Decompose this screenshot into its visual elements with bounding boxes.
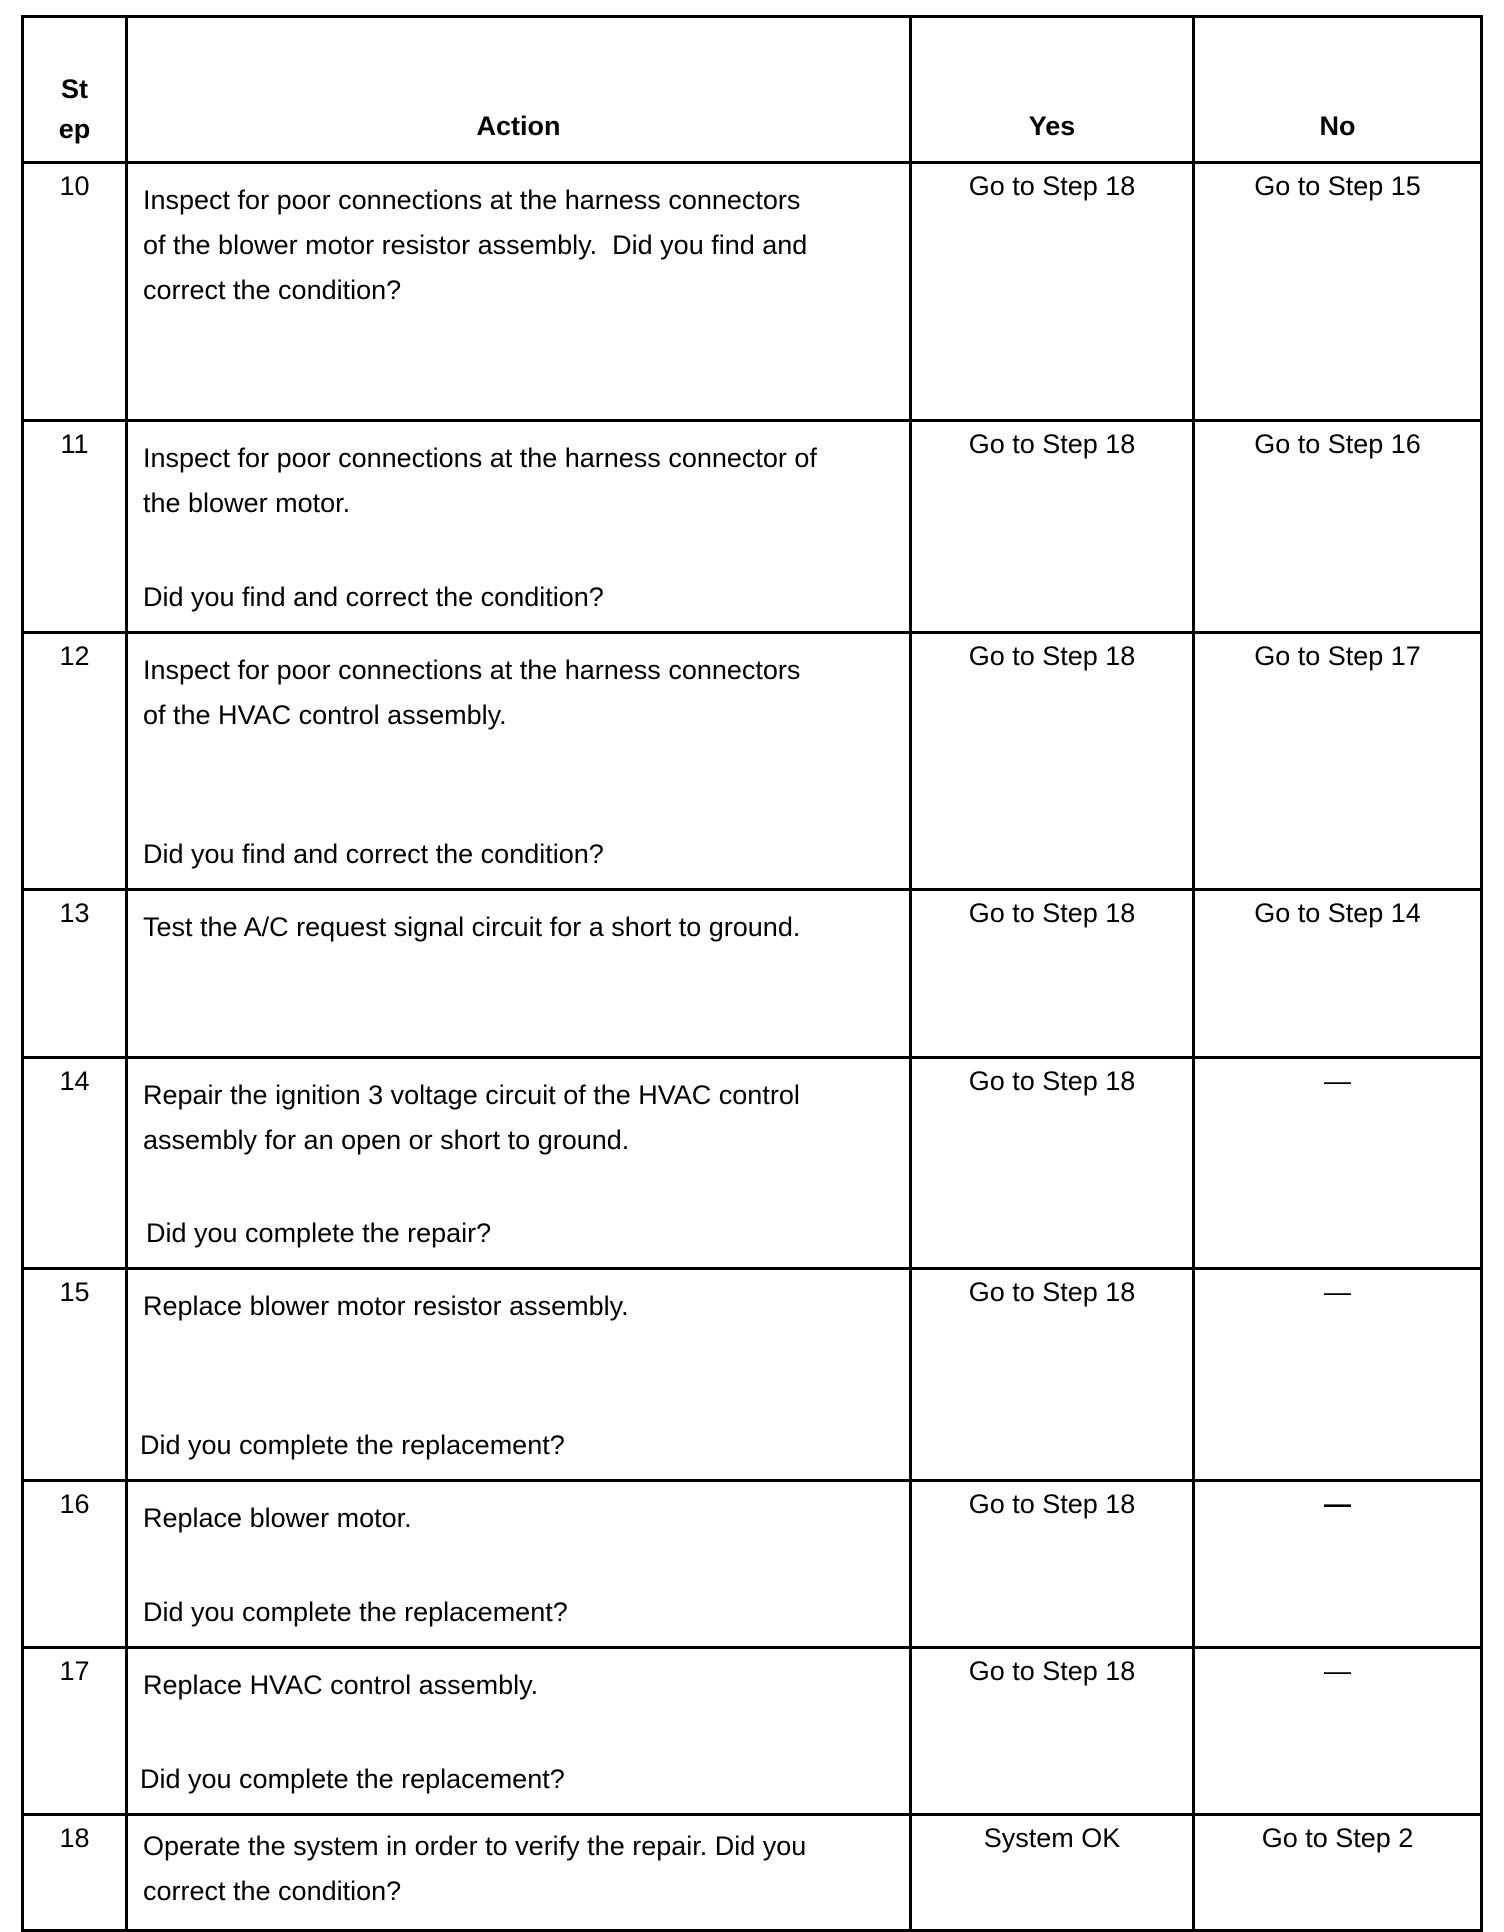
action-question: Did you find and correct the condition? xyxy=(143,839,604,869)
no-result: — xyxy=(1194,1648,1482,1815)
action-text: Replace blower motor. xyxy=(143,1503,412,1533)
yes-result: Go to Step 18 xyxy=(911,1481,1194,1648)
table-row xyxy=(23,1481,1482,1648)
no-result: — xyxy=(1194,1058,1482,1269)
table-row xyxy=(23,1058,1482,1269)
action-cell xyxy=(127,890,911,1058)
action-text: Inspect for poor connections at the harness connector of the blower motor. xyxy=(143,443,817,518)
yes-result: Go to Step 18 xyxy=(911,1058,1194,1269)
step-number: 13 xyxy=(23,890,127,1058)
table-row xyxy=(23,633,1482,890)
yes-result: Go to Step 18 xyxy=(911,890,1194,1058)
action-text: Replace blower motor resistor assembly. xyxy=(143,1291,629,1321)
no-result: Go to Step 17 xyxy=(1194,633,1482,890)
table-row xyxy=(23,163,1482,421)
action-cell xyxy=(127,1815,911,1931)
header-step xyxy=(23,17,127,163)
table-row xyxy=(23,1648,1482,1815)
no-result: Go to Step 2 xyxy=(1194,1815,1482,1931)
table-row xyxy=(23,890,1482,1058)
yes-result: Go to Step 18 xyxy=(911,633,1194,890)
action-cell xyxy=(127,163,911,421)
action-cell xyxy=(127,1269,911,1481)
table-row xyxy=(23,421,1482,633)
no-result: Go to Step 16 xyxy=(1194,421,1482,633)
step-number: 16 xyxy=(23,1481,127,1648)
action-question: Did you complete the replacement? xyxy=(143,1597,568,1627)
no-result: — xyxy=(1194,1269,1482,1481)
diagnostic-table xyxy=(21,15,1483,1932)
header-yes: Yes xyxy=(911,17,1194,163)
no-result: Go to Step 14 xyxy=(1194,890,1482,1058)
action-text: Repair the ignition 3 voltage circuit of the HVAC control assembly for an open or short to ground. xyxy=(143,1080,800,1155)
yes-result: Go to Step 18 xyxy=(911,1648,1194,1815)
table-row xyxy=(23,1269,1482,1481)
header-step-line2: ep xyxy=(58,114,91,144)
header-action: Action xyxy=(127,17,911,163)
action-text: Operate the system in order to verify the repair. Did you correct the condition? xyxy=(143,1831,807,1906)
no-result: — xyxy=(1194,1481,1482,1648)
step-number: 10 xyxy=(23,163,127,421)
step-number: 12 xyxy=(23,633,127,890)
action-cell xyxy=(127,421,911,633)
step-number: 15 xyxy=(23,1269,127,1481)
action-question: Did you complete the replacement? xyxy=(140,1764,565,1794)
action-cell xyxy=(127,633,911,890)
step-number: 18 xyxy=(23,1815,127,1931)
no-result: Go to Step 15 xyxy=(1194,163,1482,421)
action-question: Did you find and correct the condition? xyxy=(143,582,604,612)
action-text: Inspect for poor connections at the harness connectors of the blower motor resistor assembly. Did you find and correct the condition? xyxy=(143,185,808,305)
table-header-row xyxy=(23,17,1482,163)
header-no: No xyxy=(1194,17,1482,163)
step-number: 17 xyxy=(23,1648,127,1815)
action-text: Test the A/C request signal circuit for a short to ground. xyxy=(143,912,801,942)
action-question: Did you complete the replacement? xyxy=(140,1430,565,1460)
action-cell xyxy=(127,1648,911,1815)
step-number: 11 xyxy=(23,421,127,633)
action-question: Did you complete the repair? xyxy=(146,1218,492,1248)
step-number: 14 xyxy=(23,1058,127,1269)
action-cell xyxy=(127,1058,911,1269)
action-text: Replace HVAC control assembly. xyxy=(143,1670,539,1700)
header-step-line1: St xyxy=(61,74,88,104)
yes-result: Go to Step 18 xyxy=(911,163,1194,421)
action-cell xyxy=(127,1481,911,1648)
action-text: Inspect for poor connections at the harness connectors of the HVAC control assembly. xyxy=(143,655,801,730)
yes-result: Go to Step 18 xyxy=(911,421,1194,633)
table-row xyxy=(23,1815,1482,1931)
yes-result: Go to Step 18 xyxy=(911,1269,1194,1481)
yes-result: System OK xyxy=(911,1815,1194,1931)
